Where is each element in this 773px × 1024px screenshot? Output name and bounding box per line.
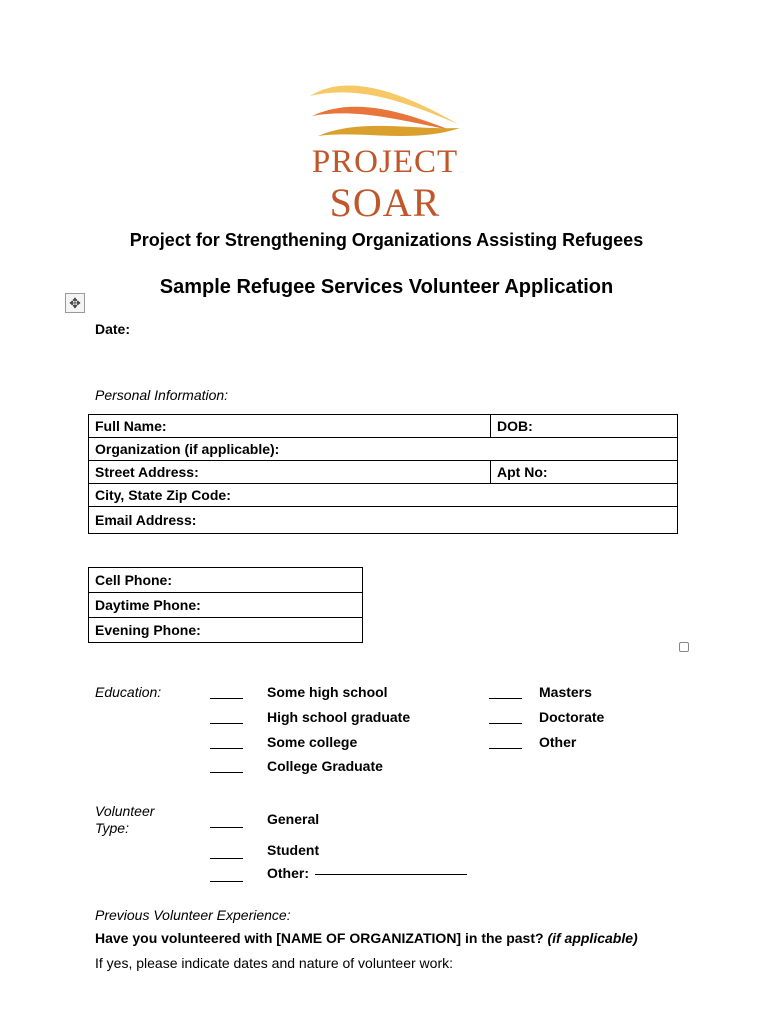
volunteer-option-other-label: Other: <box>267 865 309 881</box>
volunteer-type-blank[interactable] <box>210 881 243 882</box>
education-option-college-graduate: College Graduate <box>267 758 383 774</box>
previous-question-note: (if applicable) <box>547 930 638 946</box>
organization-field[interactable]: Organization (if applicable): <box>89 438 678 461</box>
volunteer-type-heading-line2: Type: <box>95 820 129 836</box>
previous-experience-followup: If yes, please indicate dates and nature of volunteer work: <box>95 955 453 971</box>
personal-info-heading: Personal Information: <box>95 387 229 403</box>
project-soar-logo-waves-icon <box>300 78 470 148</box>
education-blank[interactable] <box>210 698 243 699</box>
date-label: Date: <box>95 321 131 337</box>
dob-field[interactable]: DOB: <box>491 415 678 438</box>
education-option-some-college: Some college <box>267 734 358 750</box>
previous-experience-heading: Previous Volunteer Experience: <box>95 907 291 923</box>
volunteer-option-student: Student <box>267 842 320 858</box>
organization-name: Project for Strengthening Organizations Assisting Refugees <box>129 230 644 250</box>
education-option-other: Other <box>539 734 577 750</box>
volunteer-option-general: General <box>267 811 320 827</box>
personal-info-table <box>88 414 678 534</box>
volunteer-option-other <box>267 865 467 881</box>
education-heading: Education: <box>95 684 162 700</box>
education-blank[interactable] <box>489 698 522 699</box>
previous-experience-question <box>95 930 638 946</box>
document-title: Sample Refugee Services Volunteer Application <box>159 276 614 298</box>
table-resize-handle-icon[interactable] <box>679 642 689 652</box>
volunteer-type-heading-line1: Volunteer <box>95 803 155 819</box>
street-address-field[interactable]: Street Address: <box>89 461 491 484</box>
education-blank[interactable] <box>489 748 522 749</box>
volunteer-type-blank[interactable] <box>210 858 243 859</box>
volunteer-type-blank[interactable] <box>210 827 243 828</box>
city-state-zip-field[interactable]: City, State Zip Code: <box>89 484 678 507</box>
volunteer-type-heading <box>95 803 154 837</box>
apt-no-field[interactable]: Apt No: <box>491 461 678 484</box>
education-blank[interactable] <box>489 723 522 724</box>
education-option-high-school-graduate: High school graduate <box>267 709 411 725</box>
logo-project-text: PROJECT <box>311 144 459 180</box>
previous-question-text: Have you volunteered with [NAME OF ORGANIZATION] in the past? <box>95 930 544 946</box>
full-name-field[interactable]: Full Name: <box>89 415 491 438</box>
table-move-handle-icon[interactable]: ✥ <box>65 293 85 313</box>
logo-soar-text: SOAR <box>329 180 441 225</box>
education-blank[interactable] <box>210 748 243 749</box>
phone-table <box>88 567 363 643</box>
education-option-some-high-school: Some high school <box>267 684 388 700</box>
evening-phone-field[interactable]: Evening Phone: <box>89 618 363 643</box>
education-option-doctorate: Doctorate <box>539 709 605 725</box>
education-blank[interactable] <box>210 772 243 773</box>
education-option-masters: Masters <box>539 684 592 700</box>
education-blank[interactable] <box>210 723 243 724</box>
volunteer-other-blank[interactable] <box>315 874 467 875</box>
email-address-field[interactable]: Email Address: <box>89 507 678 534</box>
daytime-phone-field[interactable]: Daytime Phone: <box>89 593 363 618</box>
cell-phone-field[interactable]: Cell Phone: <box>89 568 363 593</box>
